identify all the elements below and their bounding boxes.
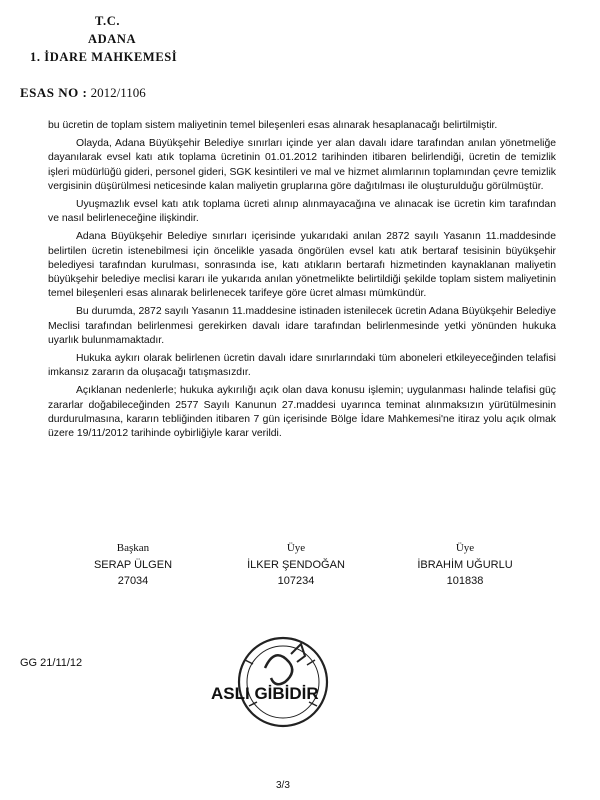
signature-role: Başkan (116, 542, 150, 554)
signature-role: Üye (455, 542, 475, 554)
case-number-value: 2012/1106 (90, 85, 146, 100)
case-number (20, 85, 146, 101)
signature-number: 27034 (117, 575, 149, 587)
signature-name: SERAP ÜLGEN (93, 558, 173, 571)
paragraph: Uyuşmazlık evsel katı atık toplama ücreti alınıp alınmayacağına ve alınacak ise ücretin kim tarafından ve nasıl belirleneceğine ilişkindir. (48, 199, 556, 225)
signature-member-1 (226, 540, 366, 590)
signature-member-2 (395, 540, 535, 590)
case-number-label: ESAS NO : (20, 85, 88, 100)
header-court: 1. İDARE MAHKEMESİ (30, 50, 178, 64)
signature-president (78, 540, 188, 590)
decision-body (48, 119, 556, 445)
asli-gibidir-stamp (205, 620, 365, 730)
header-tc: T.C. (95, 14, 121, 28)
stamp-text: ASLI GİBİDİR (211, 684, 319, 703)
paragraph: bu ücretin de toplam sistem maliyetinin temel bileşenleri esas alınarak hesaplanacağı belirtilmiştir. (48, 120, 498, 131)
paragraph: Adana Büyükşehir Belediye sınırları içerisinde yukarıdaki anılan 2872 sayılı Yasanın 11.maddesinde belirtilen ücretin istenebilmesi için öncelikle yasada öngörülen evsel katı atık bertaraf tesisinin büyükşehir belediyesi tarafından kurulması, sonrasında ise, katı atıkların bertarafı hizmetinden kaynaklanan maliyetin büyükşehir belediye meclisi kararı ile yukarıda anılan yönetmelikte belirtildiği şekilde toplam sistem maliyetinin temel bileşenleri esas alınarak belirlenecek tarifeye göre ücret alması mümkündür. (48, 231, 556, 300)
paragraph: Bu durumda, 2872 sayılı Yasanın 11.maddesine istinaden istenilecek ücretin Adana Büyükşehir Belediye Meclisi tarafından belirlenmesi gerekirken davalı idare tarafından belirlenmesinde yetki yönünden hukuka uyarlık bulunmamaktadır. (48, 306, 556, 346)
clerk-date-note: GG 21/11/12 (20, 657, 83, 669)
signature-number: 107234 (277, 575, 315, 587)
signature-name: İLKER ŞENDOĞAN (247, 558, 345, 571)
paragraph: Hukuka aykırı olarak belirlenen ücretin davalı idare sınırlarındaki tüm aboneleri etkileyeceğinden telafisi imkansız zararın da oluşacağı tatışmasızdır. (48, 353, 556, 379)
paragraph: Olayda, Adana Büyükşehir Belediye sınırları içinde yer alan davalı idare tarafından anılan yönetmeliğe dayanılarak evsel katı atık toplama ücretinin 01.01.2012 tarihinden itibaren belirlendiği, ücretin de temizlik işleri müdürlüğü gideri, personel gideri, SGK kesintileri ve mal ve hizmet alımlarının toplamından çevre temizlik vergisinin düşürülmesi neticesinde kalan maliyetin gruplarına göre dağıtılması ile oluşturulduğu görülmüştür. (48, 138, 556, 192)
paragraph: Açıklanan nedenlerle; hukuka aykırılığı açık olan dava konusu işlemin; uygulanması halinde telafisi güç zararlar doğabileceğinden 2577 Sayılı Kanunun 27.maddesi uyarınca teminat alınmaksızın yürütülmesinin durdurulmasına, kararın tebliğinden itibaren 7 gün içerisinde Bölge İdare Mahkemesi'ne itiraz yolu açık olmak üzere 19/11/2012 tarihinde oybirliğiyle karar verildi. (48, 385, 556, 440)
header-city: ADANA (88, 32, 137, 46)
page-number: 3/3 (276, 780, 290, 791)
signature-role: Üye (286, 542, 306, 554)
stamp-seal-icon (239, 638, 327, 726)
signature-name: İBRAHİM UĞURLU (417, 558, 513, 571)
signature-number: 101838 (446, 575, 484, 587)
